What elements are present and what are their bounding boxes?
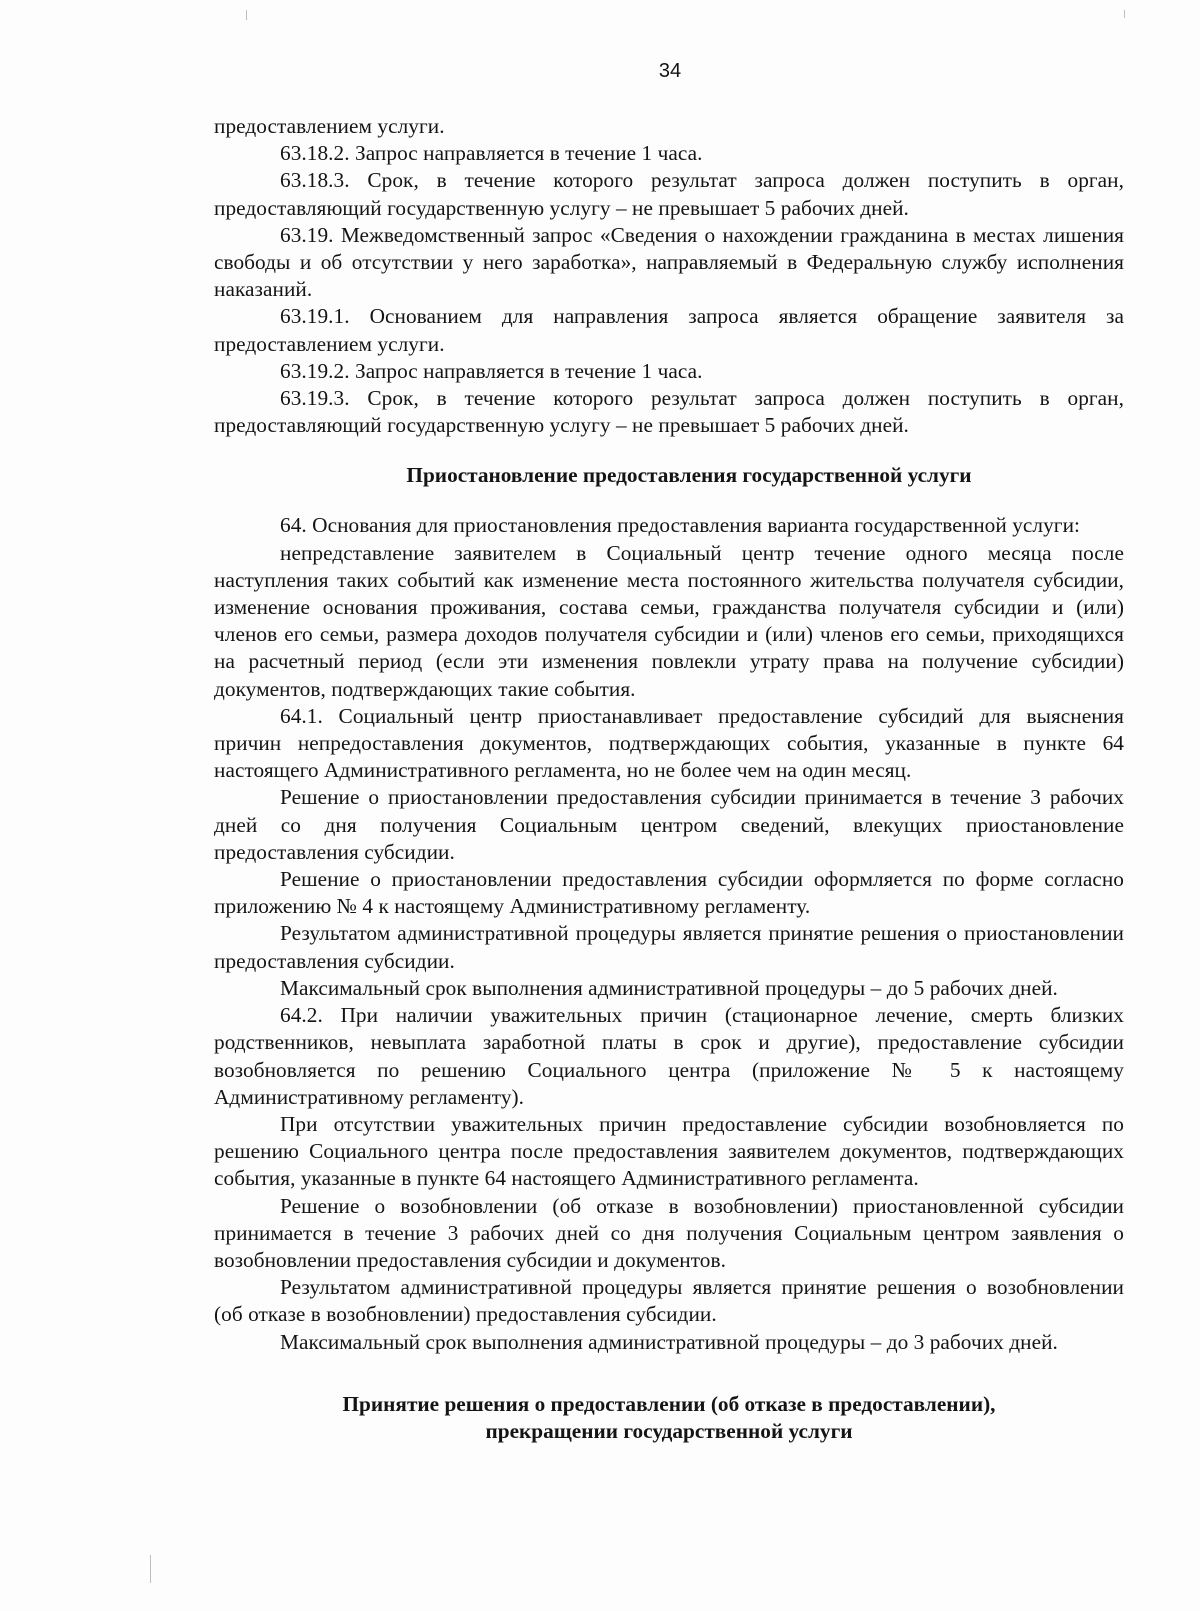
paragraph: Решение о возобновлении (об отказе в возобновлении) приостановленной субсидии принимается в течение 3 рабочих дней со дня получения Социальным центром заявления о возобновлении предоставления субсидии и документов. xyxy=(214,1193,1124,1272)
paragraph: 63.18.3. Срок, в течение которого результат запроса должен поступить в орган, предоставляющий государственную услугу – не превышает 5 рабочих дней. xyxy=(214,168,1124,220)
page-number: 34 xyxy=(658,60,682,82)
paragraph: Решение о приостановлении предоставления субсидии принимается в течение 3 рабочих дней со дня получения Социальным центром сведений, влекущих приостановление предоставления субсидии. xyxy=(214,785,1124,864)
paragraph: непредставление заявителем в Социальный центр течение одного месяца после наступления таких событий как изменение места постоянного жительства получателя субсидии, изменение основания проживания, состава семьи, гражданства получателя субсидии и (или) членов его семьи, размера доходов получателя субсидии и (или) членов его семьи, приходящихся на расчетный период (если эти изменения повлекли утрату права на получение субсидии) документов, подтверждающих такие события. xyxy=(214,540,1124,701)
scan-edge-mark xyxy=(150,1555,151,1583)
paragraph: 63.18.2. Запрос направляется в течение 1 часа. xyxy=(280,141,703,166)
paragraph: Максимальный срок выполнения административной процедуры – до 5 рабочих дней. xyxy=(280,975,1058,1000)
scan-edge-mark xyxy=(246,10,247,20)
paragraph: Максимальный срок выполнения административной процедуры – до 3 рабочих дней. xyxy=(280,1329,1058,1354)
paragraph: 64. Основания для приостановления предоставления варианта государственной услуги: xyxy=(280,513,1080,538)
paragraph: 64.2. При наличии уважительных причин (стационарное лечение, смерть близких родственников, невыплата заработной платы в срок и другие), предоставление субсидии возобновляется по решению Социального центра (приложение № 5 к настоящему Административному регламенту). xyxy=(214,1003,1124,1109)
paragraph: 63.19. Межведомственный запрос «Сведения о нахождении гражданина в местах лишения свободы и об отсутствии у него заработка», направляемый в Федеральную службу исполнения наказаний. xyxy=(214,222,1124,302)
paragraph: При отсутствии уважительных причин предоставление субсидии возобновляется по решению Социального центра после предоставления заявителем документов, подтверждающих события, указанные в пункте 64 настоящего Административного регламента. xyxy=(214,1111,1124,1191)
paragraph: предоставлением услуги. xyxy=(214,114,445,138)
paragraph: 63.19.2. Запрос направляется в течение 1 часа. xyxy=(280,358,703,383)
document-body xyxy=(214,113,1124,1445)
section-heading-decision-line1: Принятие решения о предоставлении (об отказе в предоставлении), xyxy=(342,1391,996,1416)
scan-edge-mark xyxy=(1124,10,1125,18)
paragraph: Результатом административной процедуры является принятие решения о приостановлении предоставления субсидии. xyxy=(214,921,1124,973)
section-heading-decision xyxy=(214,1391,1124,1445)
section-heading-decision-line2: прекращении государственной услуги xyxy=(485,1418,853,1443)
paragraph: 63.19.1. Основанием для направления запроса является обращение заявителя за предоставлением услуги. xyxy=(214,304,1124,356)
paragraph: 64.1. Социальный центр приостанавливает предоставление субсидий для выяснения причин непредоставления документов, подтверждающих события, указанные в пункте 64 настоящего Административного регламента, но не более чем на один месяц. xyxy=(214,703,1124,783)
section-heading-suspension: Приостановление предоставления государственной услуги xyxy=(406,463,972,488)
paragraph: 63.19.3. Срок, в течение которого результат запроса должен поступить в орган, предоставляющий государственную услугу – не превышает 5 рабочих дней. xyxy=(214,386,1124,438)
paragraph: Результатом административной процедуры является принятие решения о возобновлении (об отказе в возобновлении) предоставления субсидии. xyxy=(214,1275,1124,1327)
paragraph: Решение о приостановлении предоставления субсидии оформляется по форме согласно приложению № 4 к настоящему Административному регламенту. xyxy=(214,867,1124,919)
